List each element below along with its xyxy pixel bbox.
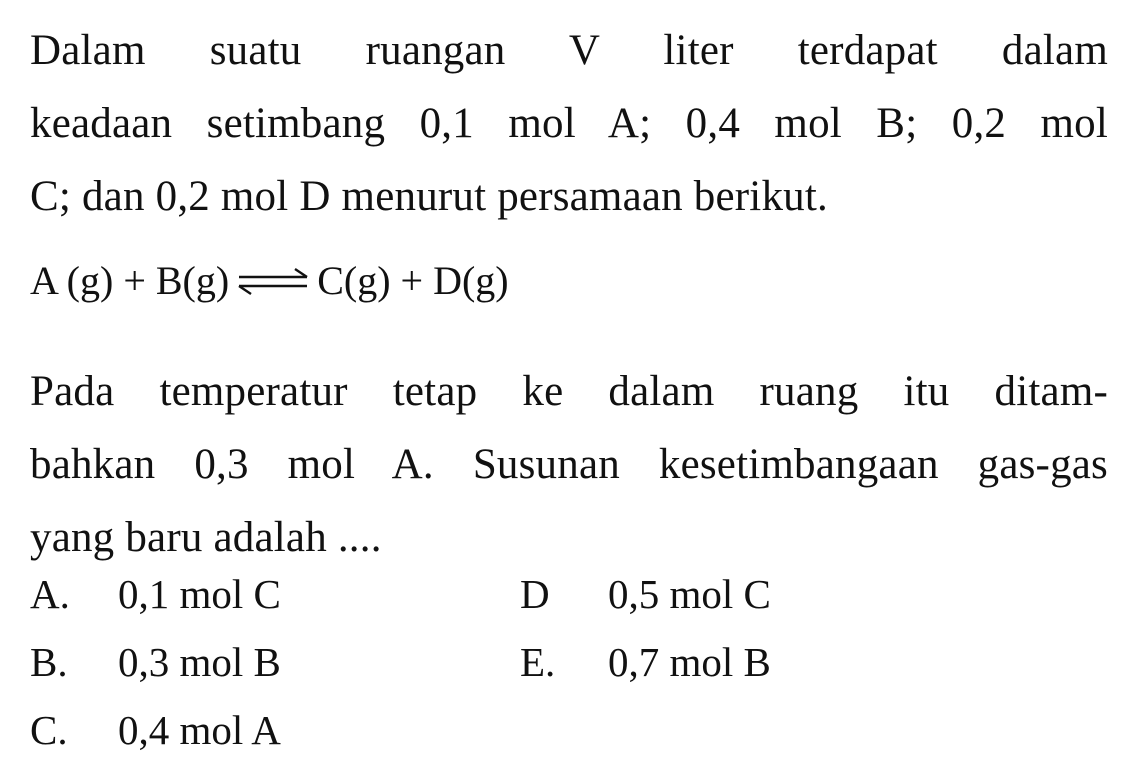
option-text: 0,7 mol B <box>608 639 771 685</box>
equation-products: C(g) + D(g) <box>317 258 509 303</box>
equation-reactants: A (g) + B(g) <box>30 258 230 303</box>
option-e[interactable] <box>520 634 771 690</box>
intro-line: keadaan setimbang 0,1 mol A; 0,4 mol B; 0,2 mol <box>30 100 1108 147</box>
chemical-equation <box>30 241 1108 321</box>
body-line: bahkan 0,3 mol A. Susunan kesetimbangaan gas-gas <box>30 441 1108 488</box>
body-line: yang baru adalah .... <box>30 514 382 561</box>
option-letter: A. <box>30 571 70 617</box>
option-text: 0,4 mol A <box>118 707 281 753</box>
intro-line: Dalam suatu ruangan V liter terdapat dalam <box>30 27 1108 74</box>
option-letter: B. <box>30 639 68 685</box>
option-letter: E. <box>520 639 556 685</box>
body-line: Pada temperatur tetap ke dalam ruang itu ditam- <box>30 368 1108 415</box>
option-letter: C. <box>30 707 68 753</box>
option-text: 0,1 mol C <box>118 571 281 617</box>
option-letter: D <box>520 571 550 617</box>
option-text: 0,5 mol C <box>608 571 771 617</box>
option-a[interactable] <box>30 566 281 622</box>
question-intro <box>30 14 1108 233</box>
option-text: 0,3 mol B <box>118 639 281 685</box>
option-b[interactable] <box>30 634 281 690</box>
equilibrium-arrow-icon <box>235 266 311 296</box>
option-c[interactable] <box>30 702 281 758</box>
option-d[interactable] <box>520 566 771 622</box>
answer-options <box>30 566 1108 776</box>
question-document <box>30 14 1108 776</box>
intro-line: C; dan 0,2 mol D menurut persamaan berikut. <box>30 173 828 220</box>
question-body <box>30 355 1108 574</box>
